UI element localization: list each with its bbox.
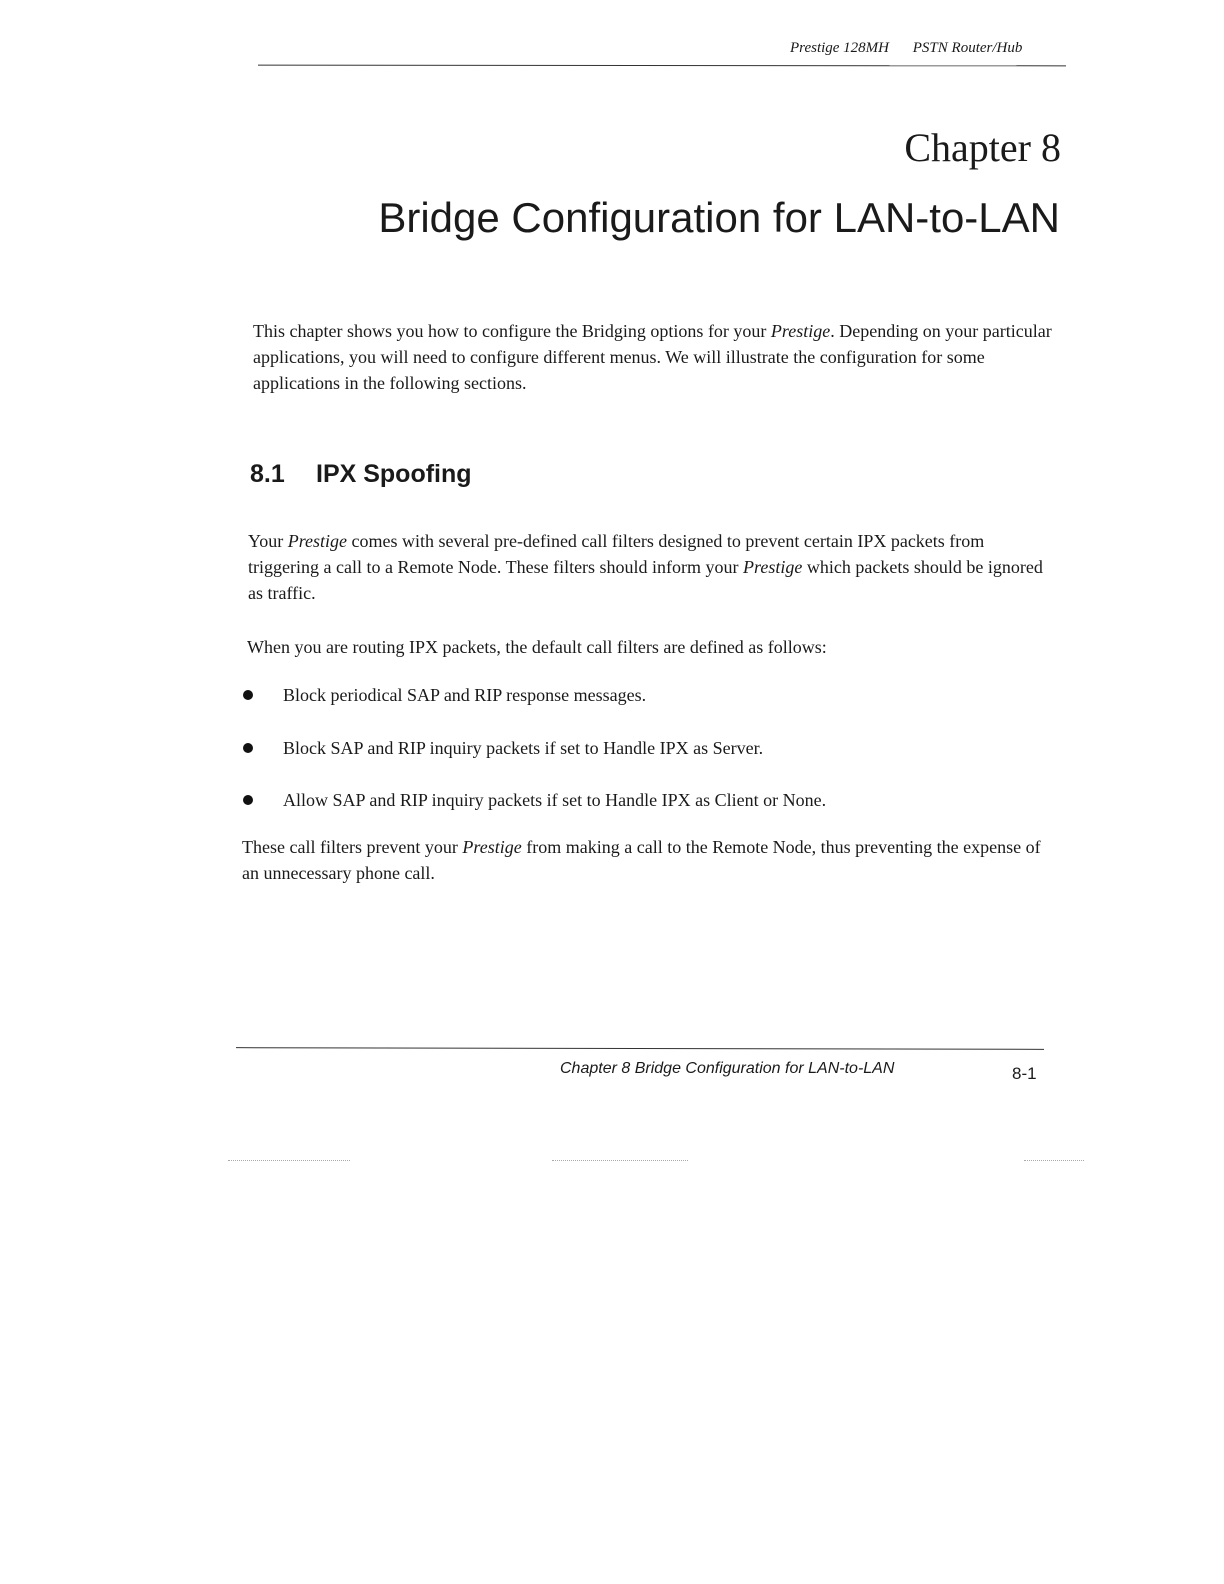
footer-rule — [236, 1047, 1044, 1050]
scan-artifact-right — [1024, 1160, 1084, 1162]
bullet-dot-icon — [243, 743, 253, 753]
p1-text-3: which packets should be ignored as traffic. — [248, 557, 1043, 603]
header-rule — [258, 65, 1066, 67]
scan-artifact-left — [228, 1160, 350, 1162]
p3-text-1: These call filters prevent your — [242, 837, 463, 857]
footer-page-number: 8-1 — [1012, 1064, 1037, 1083]
header-product-name: Prestige 128MH — [790, 40, 890, 56]
p1-product-name-1: Prestige — [287, 531, 348, 551]
p3-text-2: from making a call to the Remote Node, thus preventing the expense of an unnecessary phone call. — [242, 837, 1041, 883]
intro-text-2: . Depending on your particular applications, you will need to configure different menus. We will illustrate the configuration for some applications in the following sections. — [253, 321, 1052, 393]
list-item — [243, 682, 1063, 708]
running-header — [790, 40, 1070, 57]
bullet-dot-icon — [243, 690, 253, 700]
footer-chapter-title: Chapter 8 Bridge Configuration for LAN-to-LAN — [560, 1060, 895, 1077]
list-item-text: Block periodical SAP and RIP response messages. — [283, 685, 647, 705]
section-paragraph-3 — [242, 834, 1052, 886]
section-title: IPX Spoofing — [316, 460, 472, 488]
p1-text-2: comes with several pre-defined call filters designed to prevent certain IPX packets from triggering a call to a Remote Node. These filters should inform your — [248, 531, 985, 577]
chapter-title: Bridge Configuration for LAN-to-LAN — [378, 194, 1060, 241]
list-item — [243, 787, 1063, 813]
section-heading — [250, 460, 472, 489]
filter-bullet-list — [243, 682, 1063, 840]
chapter-label: Chapter 8 — [904, 125, 1061, 170]
intro-text-1: This chapter shows you how to configure the Bridging options for your — [253, 321, 771, 341]
intro-paragraph — [253, 318, 1053, 396]
list-item — [243, 735, 1063, 761]
list-item-text: Block SAP and RIP inquiry packets if set to Handle IPX as Server. — [283, 737, 764, 758]
section-paragraph-2: When you are routing IPX packets, the default call filters are defined as follows: — [247, 637, 827, 657]
p3-product-name: Prestige — [462, 837, 522, 857]
scan-artifact-center — [552, 1160, 688, 1162]
p1-product-name-2: Prestige — [743, 557, 803, 577]
intro-product-name: Prestige — [770, 321, 831, 341]
bullet-dot-icon — [243, 795, 253, 805]
section-paragraph-1 — [248, 528, 1058, 606]
p1-text-1: Your — [248, 531, 288, 551]
header-device-name: PSTN Router/Hub — [912, 40, 1023, 56]
list-item-text: Allow SAP and RIP inquiry packets if set to Handle IPX as Client or None. — [283, 790, 827, 810]
section-number: 8.1 — [250, 460, 285, 488]
